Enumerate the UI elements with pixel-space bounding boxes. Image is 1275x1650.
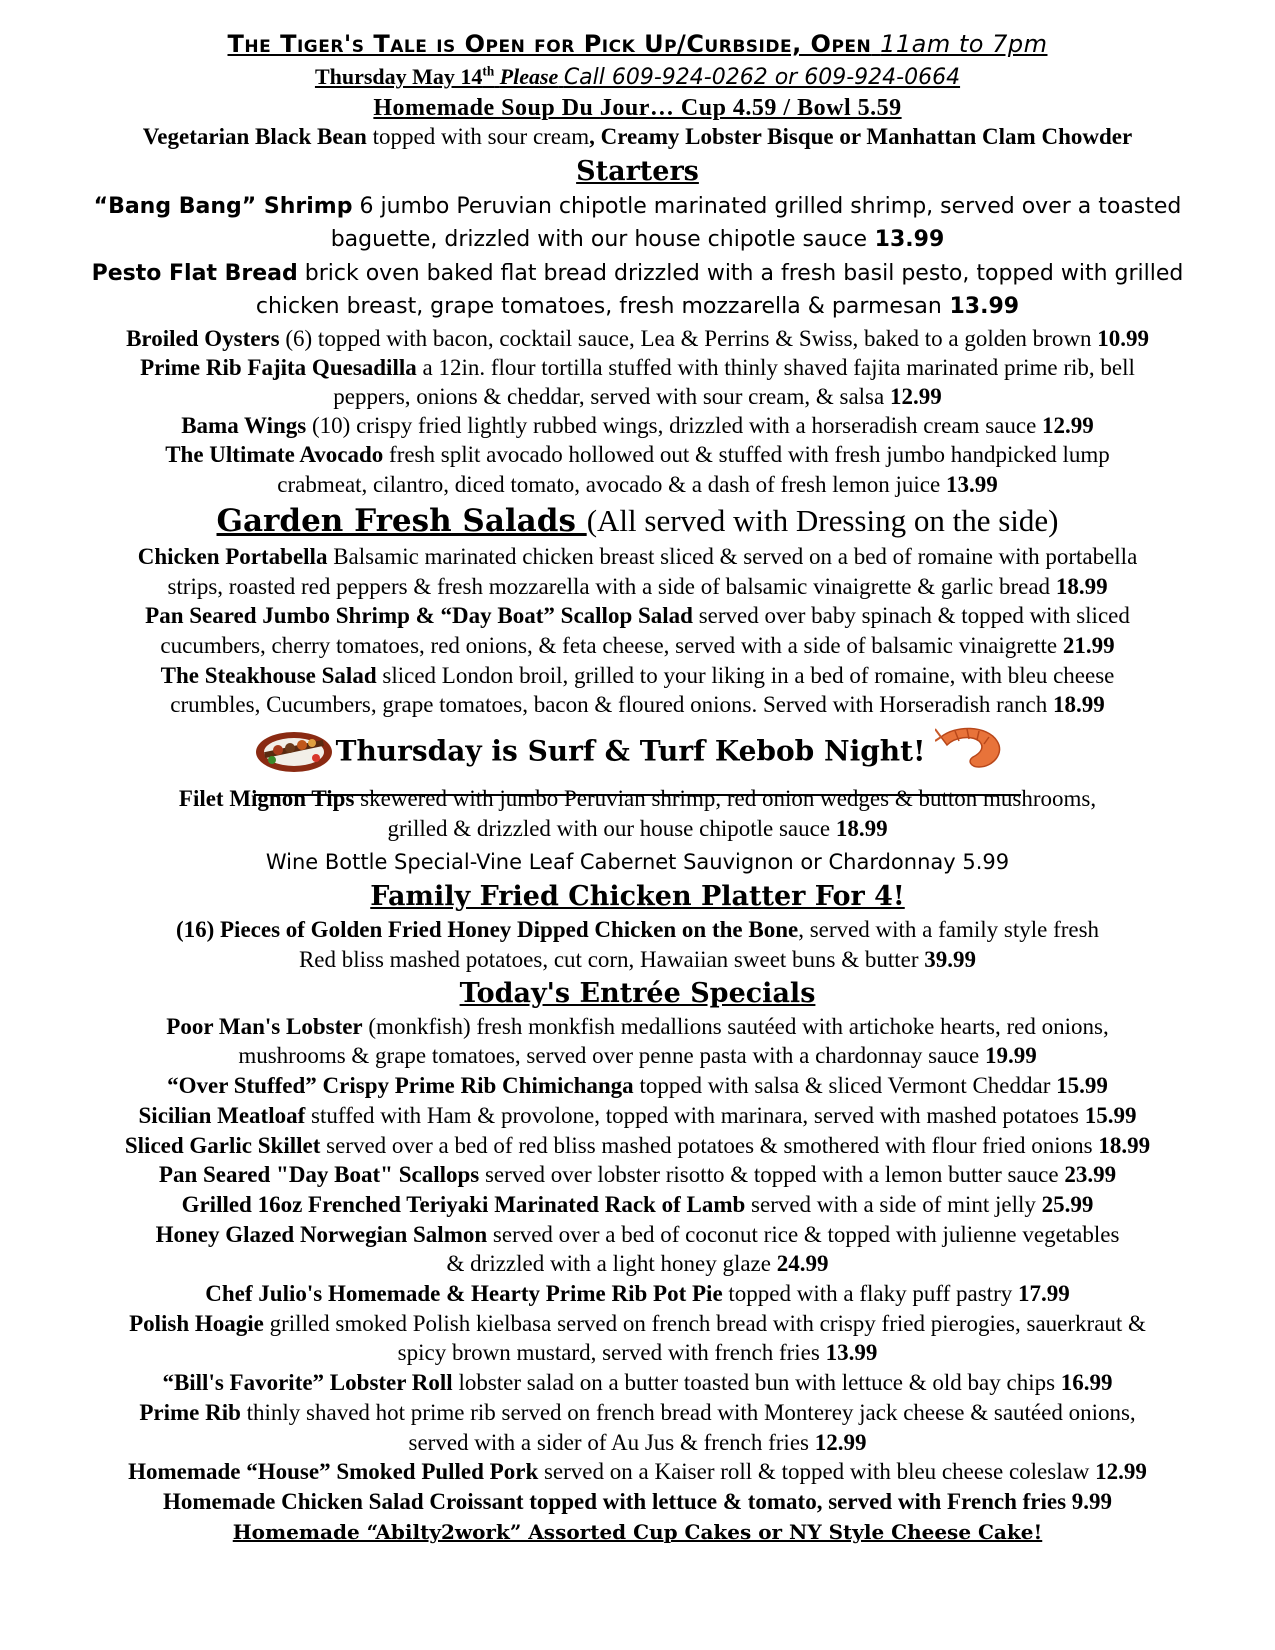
kebob-desc: skewered with jumbo Peruvian shrimp, red onion wedges & button mushrooms,	[354, 786, 1097, 811]
entree-name: Homemade “House” Smoked Pulled Pork	[128, 1459, 539, 1484]
starter-desc: (6) topped with bacon, cocktail sauce, Lea & Perrins & Swiss, baked to a golden brown	[279, 326, 1092, 351]
kebob-plate-icon	[254, 722, 334, 792]
kebob-price: 18.99	[830, 816, 888, 841]
entree-name: Prime Rib	[139, 1400, 241, 1425]
salad-desc-2: strips, roasted red peppers & fresh mozzarella with a side of balsamic vinaigrette & garlic bread	[167, 574, 1051, 599]
salad-price: 18.99	[1050, 574, 1108, 599]
entree-price: 12.99	[1089, 1459, 1147, 1484]
starter-item-2-line-1	[20, 261, 1255, 286]
salad-item-2-line-2	[20, 633, 1255, 659]
salad-name: Chicken Portabella	[137, 544, 328, 569]
salad-item-2-line-1	[20, 603, 1255, 629]
entree-name: Sliced Garlic Skillet	[124, 1133, 321, 1158]
starter-desc: fresh split avocado hollowed out & stuffed with fresh jumbo handpicked lump	[383, 442, 1110, 467]
starter-item-6-line-1	[20, 442, 1255, 468]
entree-desc: grilled smoked Polish kielbasa served on french bread with crispy fried pierogies, sauerkraut &	[263, 1311, 1146, 1336]
salad-name: The Steakhouse Salad	[160, 663, 377, 688]
kebob-line-1	[20, 786, 1255, 812]
entree-item-10	[20, 1370, 1255, 1396]
entree-price: 17.99	[1012, 1281, 1070, 1306]
starter-desc: brick oven baked flat bread drizzled with a fresh basil pesto, topped with grilled	[297, 261, 1184, 286]
starter-item-1-line-1	[20, 194, 1255, 219]
salad-item-1-line-2	[20, 574, 1255, 600]
entree-item-9-line-2	[20, 1340, 1255, 1366]
entree-price: 23.99	[1058, 1162, 1117, 1187]
soup-rest: , Creamy Lobster Bisque or Manhattan Clam Chowder	[589, 124, 1133, 149]
starter-desc: 6 jumbo Peruvian chipotle marinated grilled shrimp, served over a toasted	[352, 194, 1182, 219]
kebob-line-2	[20, 816, 1255, 842]
entree-name: Honey Glazed Norwegian Salmon	[155, 1222, 488, 1247]
family-desc: , served with a family style fresh	[798, 917, 1100, 942]
starter-item-3	[20, 326, 1255, 352]
kebob-heading-line	[20, 722, 1255, 778]
salad-desc: served over baby spinach & topped with sliced	[692, 603, 1130, 628]
entree-desc: (monkfish) fresh monkfish medallions sautéed with artichoke hearts, red onions,	[362, 1014, 1109, 1039]
starter-item-4-line-2	[20, 384, 1255, 410]
entree-price: 25.99	[1035, 1192, 1094, 1217]
starter-desc: a 12in. flour tortilla stuffed with thinly shaved fajita marinated prime rib, bell	[416, 355, 1135, 380]
entree-item-1-line-2	[20, 1043, 1255, 1069]
starter-name: Bama Wings	[181, 413, 307, 438]
entree-desc-2: served with a sider of Au Jus & french fries	[408, 1430, 809, 1455]
salad-item-1-line-1	[20, 544, 1255, 570]
entree-desc: topped with a flaky puff pastry	[722, 1281, 1013, 1306]
entree-name: Chef Julio's Homemade & Hearty Prime Rib Pot Pie	[205, 1281, 723, 1306]
starter-desc-2: peppers, onions & cheddar, served with sour cream, & salsa	[333, 384, 885, 409]
entree-item-7-line-1	[20, 1222, 1255, 1248]
starter-price: 12.99	[884, 384, 942, 409]
starter-desc-2: baguette, drizzled with our house chipotle sauce	[330, 227, 868, 252]
entree-item-9-line-1	[20, 1311, 1255, 1337]
entree-name: “Over Stuffed” Crispy Prime Rib Chimichanga	[167, 1073, 634, 1098]
entree-item-12	[20, 1459, 1255, 1485]
salads-heading-line	[20, 503, 1255, 539]
starter-item-5	[20, 413, 1255, 439]
kebob-heading: Thursday is Surf & Turf Kebob Night!	[335, 734, 926, 768]
entree-item-13: Homemade Chicken Salad Croissant topped with lettuce & tomato, served with French fries 9.99	[162, 1489, 1113, 1514]
starter-name: The Ultimate Avocado	[165, 442, 384, 467]
starter-name: “Bang Bang” Shrimp	[93, 194, 353, 219]
salad-desc-2: cucumbers, cherry tomatoes, red onions, & feta cheese, served with a side of balsamic vinaigrette	[160, 633, 1058, 658]
starter-name: Broiled Oysters	[126, 326, 280, 351]
entree-price: 15.99	[1078, 1103, 1137, 1128]
entree-price: 16.99	[1055, 1370, 1113, 1395]
entree-item-4	[20, 1133, 1255, 1159]
open-text: The Tiger's Tale is Open for Pick Up/Curbside, Open	[227, 30, 872, 58]
entree-name: Pan Seared "Day Boat" Scallops	[158, 1162, 480, 1187]
soup-name-1: Vegetarian Black Bean	[142, 124, 367, 149]
entree-name: Poor Man's Lobster	[166, 1014, 363, 1039]
entree-desc: served over a bed of red bliss mashed potatoes & smothered with flour fried onions	[320, 1133, 1093, 1158]
salad-price: 18.99	[1047, 692, 1105, 717]
starter-price: 10.99	[1091, 326, 1149, 351]
date-main: Thursday May 14	[314, 64, 483, 89]
entree-desc-2: & drizzled with a light honey glaze	[446, 1251, 771, 1276]
starter-desc: (10) crispy fried lightly rubbed wings, drizzled with a horseradish cream sauce	[306, 413, 1037, 438]
entree-desc: thinly shaved hot prime rib served on french bread with Monterey jack cheese & sautéed onions,	[240, 1400, 1136, 1425]
shrimp-icon	[935, 723, 1007, 791]
entree-item-11-line-2	[20, 1430, 1255, 1456]
family-desc-2: Red bliss mashed potatoes, cut corn, Hawaiian sweet buns & butter	[298, 947, 919, 972]
entree-desc: topped with salsa & sliced Vermont Cheddar	[633, 1073, 1051, 1098]
salad-price: 21.99	[1057, 633, 1115, 658]
entree-item-11-line-1	[20, 1400, 1255, 1426]
soup-line	[20, 124, 1255, 150]
salad-item-3-line-2	[20, 692, 1255, 718]
entree-desc: served over a bed of coconut rice & topped with julienne vegetables	[487, 1222, 1120, 1247]
entree-price: 13.99	[819, 1340, 878, 1365]
starter-item-2-line-2	[20, 294, 1255, 319]
entree-item-1-line-1	[20, 1014, 1255, 1040]
entree-desc: served with a side of mint jelly	[745, 1192, 1036, 1217]
salad-name: Pan Seared Jumbo Shrimp & “Day Boat” Scallop Salad	[145, 603, 693, 628]
family-price: 39.99	[918, 947, 977, 972]
call-text: Call 609-924-0262 or 609-924-0664	[563, 65, 961, 90]
family-line-1	[20, 917, 1255, 943]
salad-desc: sliced London broil, grilled to your liking in a bed of romaine, with bleu cheese	[376, 663, 1115, 688]
entree-item-8	[20, 1281, 1255, 1307]
salad-desc-2: crumbles, Cucumbers, grape tomatoes, bacon & floured onions. Served with Horseradish ranch	[170, 692, 1048, 717]
entree-desc: stuffed with Ham & provolone, topped with marinara, served with mashed potatoes	[305, 1103, 1079, 1128]
starter-item-4-line-1	[20, 355, 1255, 381]
starter-desc-2: chicken breast, grape tomatoes, fresh mozzarella & parmesan	[255, 294, 942, 319]
starter-price: 12.99	[1036, 413, 1094, 438]
entrees-heading: Today's Entrée Specials	[459, 978, 816, 1009]
salad-desc: Balsamic marinated chicken breast sliced & served on a bed of romaine with portabella	[327, 544, 1138, 569]
date-text	[315, 64, 494, 89]
entree-name: Grilled 16oz Frenched Teriyaki Marinated Rack of Lamb	[181, 1192, 746, 1217]
open-hours-line	[20, 30, 1255, 58]
starter-item-1-line-2	[20, 227, 1255, 252]
entree-desc-2: mushrooms & grape tomatoes, served over penne pasta with a chardonnay sauce	[238, 1043, 980, 1068]
family-heading: Family Fried Chicken Platter For 4!	[370, 881, 905, 912]
salads-subheading: (All served with Dressing on the side)	[586, 503, 1059, 538]
starter-price: 13.99	[940, 472, 998, 497]
dessert-line: Homemade “Abilty2work” Assorted Cup Cakes or NY Style Cheese Cake!	[232, 1520, 1043, 1544]
starter-name: Pesto Flat Bread	[91, 261, 298, 286]
entree-price: 18.99	[1092, 1133, 1151, 1158]
salads-heading: Garden Fresh Salads	[216, 503, 587, 539]
entree-price: 15.99	[1050, 1073, 1108, 1098]
soup-heading: Homemade Soup Du Jour… Cup 4.59 / Bowl 5.59	[373, 95, 902, 121]
starters-heading: Starters	[576, 156, 699, 187]
entree-desc: lobster salad on a butter toasted bun with lettuce & old bay chips	[452, 1370, 1056, 1395]
entree-desc: served on a Kaiser roll & topped with bleu cheese coleslaw	[538, 1459, 1090, 1484]
kebob-desc-2: grilled & drizzled with our house chipotle sauce	[387, 816, 831, 841]
soup-desc-1: topped with sour cream	[366, 124, 590, 149]
starter-price: 13.99	[867, 227, 945, 252]
entree-price: 24.99	[770, 1251, 829, 1276]
starter-price: 13.99	[941, 294, 1020, 319]
entree-desc-2: spicy brown mustard, served with french fries	[397, 1340, 820, 1365]
entree-price: 12.99	[808, 1430, 867, 1455]
wine-special: Wine Bottle Special-Vine Leaf Cabernet Sauvignon or Chardonnay 5.99	[265, 850, 1010, 874]
starter-desc-2: crabmeat, cilantro, diced tomato, avocado & a dash of fresh lemon juice	[277, 472, 941, 497]
entree-item-6	[20, 1192, 1255, 1218]
entree-item-5	[20, 1162, 1255, 1188]
kebob-name: Filet Mignon Tips	[178, 786, 355, 811]
entree-price: 19.99	[979, 1043, 1037, 1068]
entree-item-3	[20, 1103, 1255, 1129]
entree-desc: served over lobster risotto & topped with a lemon butter sauce	[479, 1162, 1059, 1187]
date-sup: th	[482, 63, 495, 79]
entree-item-7-line-2	[20, 1251, 1255, 1277]
entree-name: Polish Hoagie	[129, 1311, 264, 1336]
hours-text: 11am to 7pm	[880, 30, 1048, 58]
entree-item-2	[20, 1073, 1255, 1099]
family-line-2	[20, 947, 1255, 973]
entree-name: Sicilian Meatloaf	[138, 1103, 306, 1128]
starter-item-6-line-2	[20, 472, 1255, 498]
starter-name: Prime Rib Fajita Quesadilla	[140, 355, 417, 380]
family-name: (16) Pieces of Golden Fried Honey Dipped Chicken on the Bone	[175, 917, 799, 942]
date-phone-line	[20, 64, 1255, 90]
entree-name: “Bill's Favorite” Lobster Roll	[162, 1370, 453, 1395]
please-text: Please	[499, 64, 559, 89]
salad-item-3-line-1	[20, 663, 1255, 689]
